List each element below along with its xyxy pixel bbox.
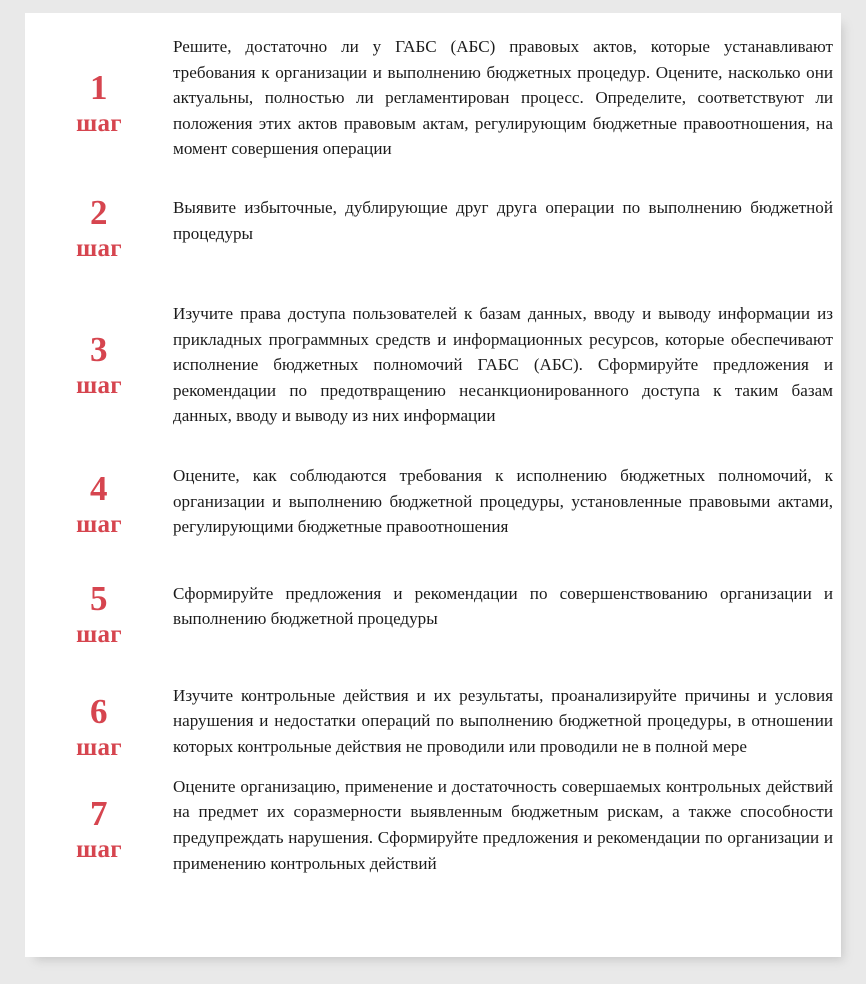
- step-marker-2: [25, 192, 173, 262]
- step-marker-5: [25, 578, 173, 648]
- step-number: 1: [90, 68, 108, 107]
- step-number: 4: [90, 468, 108, 508]
- step-text-3: Изучите права доступа пользователей к базам данных, вводу и выводу информации из прикладных программных средств и информационных ресурсов, которые обеспечивают исполнение бюджетных полномочий ГАБС (АБС). Сформируйте предложения и рекомендации по предотвращению несанкционированного доступа к таким базам данных, вводу и выводу из них информации: [173, 303, 833, 426]
- step-number: 2: [90, 192, 108, 232]
- step-row: [25, 261, 841, 429]
- step-marker-3: [25, 301, 173, 398]
- step-word: шаг: [76, 110, 122, 137]
- step-text-2: Выявите избыточные, дублирующие друг друга операции по выполнению бюджетной процедуры: [173, 197, 833, 243]
- step-number: 6: [90, 691, 108, 731]
- step-row: [25, 540, 841, 647]
- step-marker-4: [25, 463, 173, 537]
- document-card: [25, 13, 841, 957]
- step-word: шаг: [76, 234, 122, 262]
- step-row: [25, 647, 841, 760]
- step-marker-6: [25, 683, 173, 760]
- step-word: шаг: [76, 371, 122, 399]
- step-marker-7: [25, 774, 173, 862]
- steps-list: [25, 13, 841, 876]
- step-number: 3: [90, 329, 108, 369]
- step-text-1: Решите, достаточно ли у ГАБС (АБС) правовых актов, которые устанавливают требования к организации и выполнению бюджетных процедур. Оцените, насколько они актуальны, полностью ли регламентирован процесс. Определите, соответствуют ли положения этих актов правовым актам, регулирующим бюджетные правоотношения, на момент совершения операции: [173, 37, 833, 159]
- step-text-6: Изучите контрольные действия и их результаты, проанализируйте причины и условия нарушения и недостатки операций по выполнению бюджетной процедуры, в отношении которых контрольные действия не проводили или проводили не в полной мере: [173, 685, 833, 756]
- step-row: [25, 429, 841, 540]
- step-text-4: Оцените, как соблюдаются требования к исполнению бюджетных полномочий, к организации и выполнению бюджетной процедуры, установленные правовыми актами, регулирующими бюджетные правоотношения: [173, 465, 833, 537]
- step-number: 7: [90, 793, 108, 833]
- step-row: [25, 13, 841, 162]
- step-word: шаг: [76, 620, 122, 648]
- step-marker-1: [25, 34, 173, 136]
- step-word: шаг: [76, 510, 122, 538]
- step-text-5: Сформируйте предложения и рекомендации по совершенствованию организации и выполнению бюджетной процедуры: [173, 583, 833, 629]
- step-word: шаг: [76, 835, 122, 863]
- step-row: [25, 162, 841, 261]
- step-word: шаг: [76, 733, 122, 761]
- step-text-7: Оцените организацию, применение и достаточность совершаемых контрольных действий на предмет их соразмерности выявленным бюджетным рискам, а также способности предупреждать нарушения. Сформируйте предложения и рекомендации по организации и применению контрольных действий: [173, 776, 833, 873]
- step-number: 5: [90, 578, 108, 618]
- step-row: [25, 760, 841, 876]
